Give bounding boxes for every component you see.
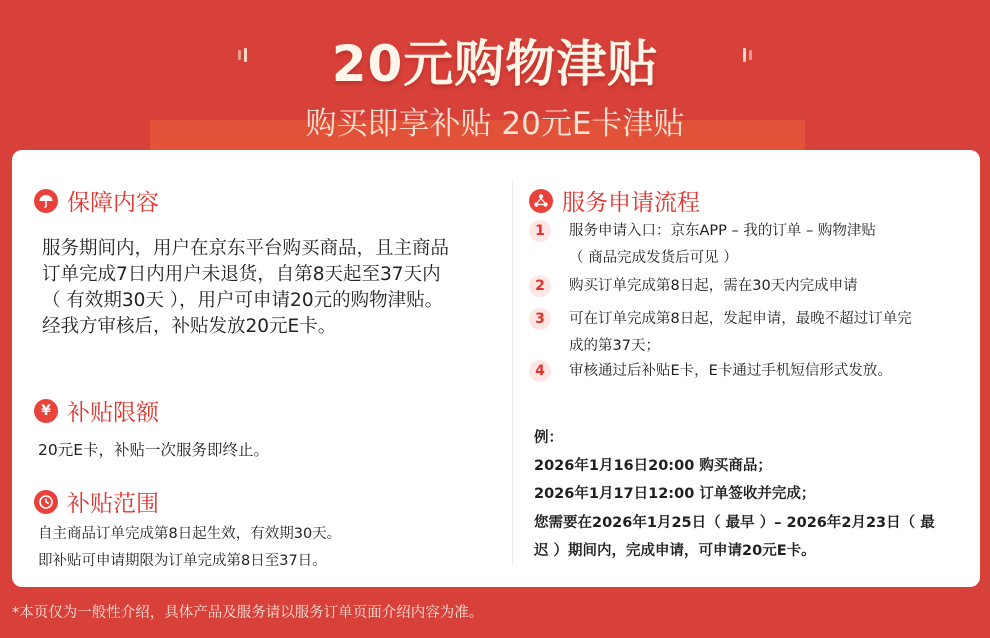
guarantee-text [42, 236, 449, 340]
step-line: 可在订单完成第8日起，发起申请，最晚不超过订单完 [569, 311, 912, 327]
process-header [529, 184, 700, 217]
guarantee-line: （ 有效期30天 ），用户可申请20元的购物津贴。 [42, 290, 444, 311]
guarantee-line: 经我方审核后，补贴发放20元E卡。 [42, 316, 337, 337]
example-block [534, 424, 972, 564]
scope-text [38, 521, 341, 575]
step-number: 2 [529, 275, 551, 297]
scope-title: 补贴范围 [67, 491, 159, 517]
scope-header [34, 485, 159, 518]
process-title: 服务申请流程 [562, 190, 700, 216]
limit-text: 20元E卡，补贴一次服务即终止。 [38, 441, 270, 459]
limit-title: 补贴限额 [67, 400, 159, 426]
step-number: 4 [529, 360, 551, 382]
limit-header [34, 394, 159, 427]
step-line: 审核通过后补贴E卡，E卡通过手机短信形式发放。 [569, 363, 892, 379]
scope-line: 即补贴可申请期限为订单完成第8日至37日。 [38, 553, 327, 569]
step-text [569, 306, 912, 360]
step-line: 成的第37天； [569, 338, 660, 354]
example-line: 迟 ）期间内，完成申请，可申请20元E卡。 [534, 543, 816, 559]
example-line: 您需要在2026年1月25日（ 最早 ）– 2026年2月23日（ 最 [534, 515, 935, 531]
process-step [529, 358, 892, 385]
column-divider [512, 180, 513, 565]
step-line: 购买订单完成第8日起，需在30天内完成申请 [569, 278, 858, 294]
step-number: 1 [529, 220, 551, 242]
example-line: 2026年1月17日12:00 订单签收并完成； [534, 486, 816, 502]
example-line: 2026年1月16日20:00 购买商品； [534, 458, 772, 474]
hero-subtitle: 购买即享补贴 20元E卡津贴 [305, 106, 685, 142]
step-line: （ 商品完成发货后可见 ） [569, 250, 738, 266]
example-label: 例： [534, 430, 563, 446]
step-text [569, 273, 858, 300]
guarantee-line: 订单完成7日内用户未退货，自第8天起至37天内 [42, 264, 441, 285]
scope-line: 自主商品订单完成第8日起生效，有效期30天。 [38, 526, 342, 542]
flow-icon [529, 189, 553, 213]
process-step [529, 218, 876, 272]
step-line: 服务申请入口：京东APP – 我的订单 – 购物津贴 [569, 223, 876, 239]
clock-icon [34, 490, 58, 514]
guarantee-header [34, 184, 159, 217]
guarantee-line: 服务期间内，用户在京东平台购买商品，且主商品 [42, 238, 450, 259]
hero-title: 20元购物津贴 [331, 35, 659, 93]
process-step [529, 306, 912, 360]
step-text [569, 358, 892, 385]
process-step [529, 273, 858, 300]
step-number: 3 [529, 308, 551, 330]
umbrella-icon [34, 189, 58, 213]
footnote: *本页仅为一般性介绍，具体产品及服务请以服务订单页面介绍内容为准。 [12, 605, 484, 621]
step-text [569, 218, 876, 272]
yen-icon: ¥ [34, 399, 58, 423]
guarantee-title: 保障内容 [67, 190, 159, 216]
